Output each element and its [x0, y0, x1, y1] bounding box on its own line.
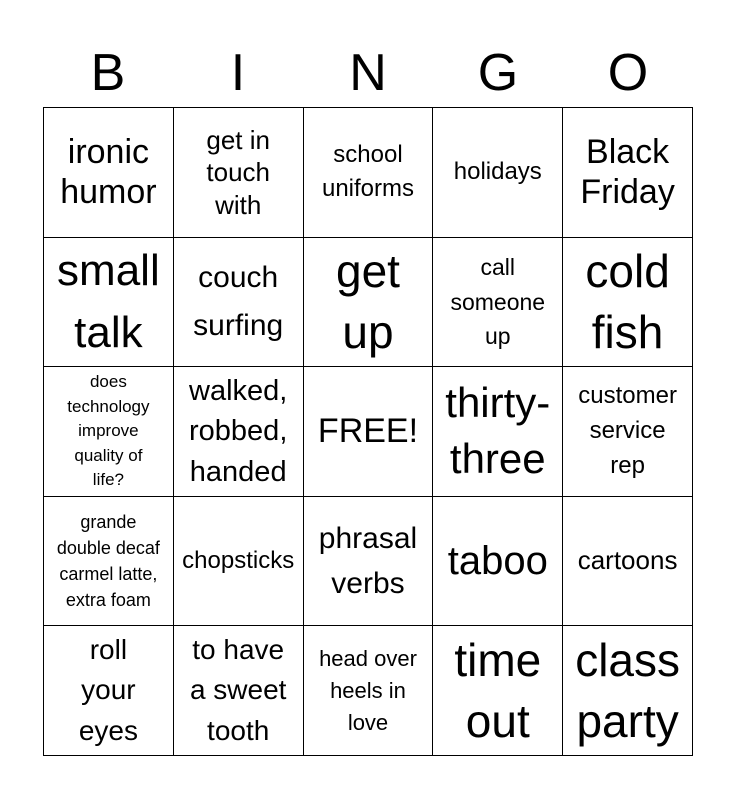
header-letter-b: B	[90, 44, 126, 102]
bingo-cell	[433, 367, 563, 497]
cell-text: cartoons	[577, 545, 678, 576]
cell-text: thirty- three	[445, 378, 551, 483]
cell-text: class party	[575, 633, 680, 747]
bingo-cell	[174, 626, 304, 756]
cell-text: grande double decaf carmel latte, extra foam	[56, 511, 160, 611]
header-letter-i: I	[230, 44, 246, 102]
bingo-card	[43, 107, 693, 756]
bingo-cell	[44, 238, 174, 368]
cell-text: walked, robbed, handed	[189, 374, 288, 488]
bingo-cell	[563, 626, 693, 756]
bingo-cell	[304, 108, 434, 238]
bingo-cell	[44, 367, 174, 497]
cell-text: roll your eyes	[78, 633, 138, 746]
bingo-cell	[433, 497, 563, 627]
cell-text: customer service rep	[578, 382, 677, 479]
bingo-cell	[44, 626, 174, 756]
cell-text: cold fish	[585, 245, 670, 358]
cell-text: FREE!	[317, 412, 419, 451]
bingo-cell	[433, 238, 563, 368]
header-letter-o: O	[607, 44, 649, 102]
bingo-cell	[304, 626, 434, 756]
cell-text: school uniforms	[321, 140, 414, 203]
cell-text: small talk	[57, 246, 160, 357]
bingo-header	[43, 40, 693, 106]
bingo-cell	[174, 238, 304, 368]
cell-text: get in touch with	[206, 124, 270, 220]
cell-text: Black Friday	[580, 132, 675, 212]
cell-text: phrasal verbs	[318, 522, 418, 601]
bingo-cell	[433, 108, 563, 238]
bingo-cell	[433, 626, 563, 756]
bingo-cell	[304, 367, 434, 497]
header-letter-g: G	[477, 44, 519, 102]
bingo-cell	[44, 108, 174, 238]
cell-text: chopsticks	[182, 546, 295, 574]
cell-text: holidays	[453, 157, 542, 185]
bingo-cell	[563, 238, 693, 368]
cell-text: does technology improve quality of life?	[67, 371, 150, 490]
bingo-cell	[174, 497, 304, 627]
cell-text: time out	[454, 633, 542, 747]
bingo-cell	[563, 497, 693, 627]
bingo-cell	[174, 108, 304, 238]
cell-text: taboo	[447, 538, 548, 583]
header-letter-n: N	[349, 44, 387, 102]
cell-text: get up	[336, 245, 400, 358]
cell-text: call someone up	[450, 254, 546, 350]
bingo-cell	[44, 497, 174, 627]
bingo-cell	[304, 238, 434, 368]
bingo-cell	[174, 367, 304, 497]
bingo-cell	[563, 367, 693, 497]
cell-text: ironic humor	[60, 132, 157, 212]
cell-text: couch surfing	[193, 260, 284, 342]
cell-text: to have a sweet tooth	[189, 633, 287, 746]
bingo-cell	[563, 108, 693, 238]
bingo-cell	[304, 497, 434, 627]
cell-text: head over heels in love	[319, 645, 417, 735]
